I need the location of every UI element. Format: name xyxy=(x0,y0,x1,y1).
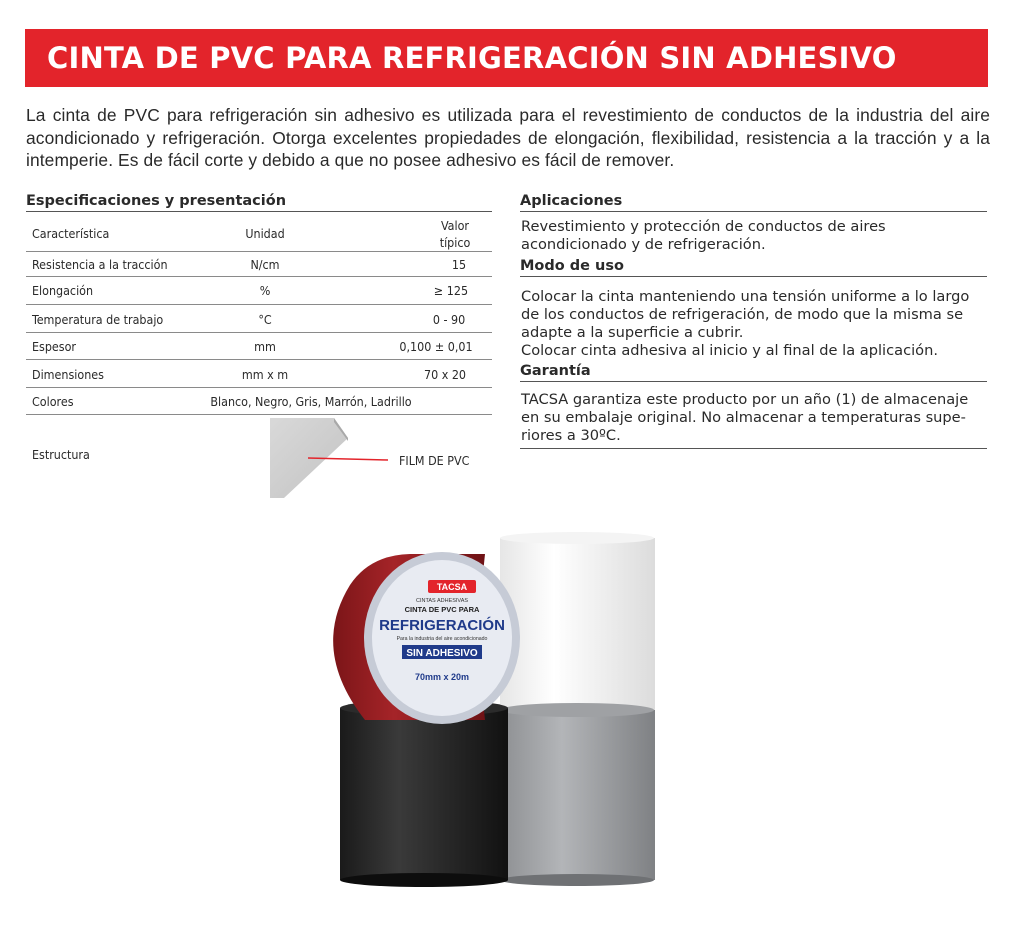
row-value: 70 x 20 xyxy=(423,367,467,382)
row-divider xyxy=(26,276,492,277)
row-characteristic: Temperatura de trabajo xyxy=(32,312,164,327)
usage-text xyxy=(521,288,987,360)
header-characteristic: Característica xyxy=(32,226,110,241)
applications-line: acondicionado y de refrigeración. xyxy=(521,236,766,253)
row-unit: mm xyxy=(254,339,276,354)
row-value: 0,100 ± 0,01 xyxy=(399,339,473,354)
colors-characteristic: Colores xyxy=(32,394,74,409)
warranty-line: TACSA garantiza este producto por un año (1) de almacenaje xyxy=(521,391,969,408)
warranty-title: Garantía xyxy=(520,363,591,379)
intro-paragraph: La cinta de PVC para refrigeración sin adhesivo es utilizada para el revestimiento de conductos de la industria del aire acondicionado y refrigeración. Otorga excelentes propiedades de elongación, flexibilidad, resistencia a la tracción y a la intemperie. Es de fácil corte y debido a que no posee adhesivo es fácil de remover. xyxy=(26,105,990,170)
label-line3: Para la industria del aire acondicionado xyxy=(396,636,488,642)
label-brand: TACSA xyxy=(436,582,468,592)
red-tape-roll xyxy=(333,552,520,724)
row-value: ≥ 125 xyxy=(433,283,469,298)
row-divider xyxy=(26,359,492,360)
warranty-line: en su embalaje original. No almacenar a temperaturas supe- xyxy=(521,409,966,426)
label-tagline: CINTAS ADHESIVAS xyxy=(415,598,469,604)
row-divider xyxy=(26,387,492,388)
row-characteristic: Resistencia a la tracción xyxy=(32,257,168,272)
row-divider xyxy=(26,251,492,252)
title-banner xyxy=(25,29,988,87)
row-divider xyxy=(26,332,492,333)
warranty-bottom-rule xyxy=(520,448,987,449)
row-unit: mm x m xyxy=(241,367,289,382)
label-line4: SIN ADHESIVO xyxy=(406,648,478,659)
row-value: 0 - 90 xyxy=(432,312,466,327)
structure-characteristic: Estructura xyxy=(32,447,90,462)
row-characteristic: Dimensiones xyxy=(32,367,104,382)
warranty-line: riores a 30ºC. xyxy=(521,427,621,444)
usage-line: de los conductos de refrigeración, de modo que la misma se xyxy=(521,306,964,323)
applications-rule xyxy=(520,211,987,212)
applications-title: Aplicaciones xyxy=(520,193,623,209)
usage-line: Colocar la cinta manteniendo una tensión uniforme a lo largo xyxy=(521,288,970,305)
film-layer-label: FILM DE PVC xyxy=(399,453,470,468)
row-unit: N/cm xyxy=(250,257,280,272)
usage-line: adapte a la superficie a cubrir. xyxy=(521,324,744,341)
black-tape-roll xyxy=(340,700,508,887)
page-title: CINTA DE PVC PARA REFRIGERACIÓN SIN ADHESIVO xyxy=(47,41,897,75)
header-unit: Unidad xyxy=(245,226,285,241)
warranty-text xyxy=(521,391,987,445)
white-tape-roll xyxy=(500,532,655,724)
specs-title-rule xyxy=(26,211,492,212)
row-characteristic: Espesor xyxy=(32,339,76,354)
tape-rolls-image xyxy=(310,530,665,890)
row-value: 15 xyxy=(451,257,467,272)
usage-line: Colocar cinta adhesiva al inicio y al final de la aplicación. xyxy=(521,342,938,359)
applications-text xyxy=(521,218,987,254)
header-value-line2: típico xyxy=(439,235,471,250)
colors-value: Blanco, Negro, Gris, Marrón, Ladrillo xyxy=(210,394,412,409)
label-line2: REFRIGERACIÓN xyxy=(379,617,505,634)
header-value-line1: Valor xyxy=(441,218,469,233)
specs-title: Especificaciones y presentación xyxy=(26,193,287,209)
warranty-rule xyxy=(520,381,987,382)
label-size: 70mm x 20m xyxy=(414,672,470,682)
usage-title: Modo de uso xyxy=(520,258,624,274)
applications-line: Revestimiento y protección de conductos de aires xyxy=(521,218,886,235)
row-unit: °C xyxy=(258,312,272,327)
usage-rule xyxy=(520,276,987,277)
row-divider xyxy=(26,414,492,415)
row-unit: % xyxy=(259,283,271,298)
row-divider xyxy=(26,304,492,305)
label-line1: CINTA DE PVC PARA xyxy=(404,605,480,614)
row-characteristic: Elongación xyxy=(32,283,94,298)
grey-tape-roll xyxy=(500,703,655,886)
